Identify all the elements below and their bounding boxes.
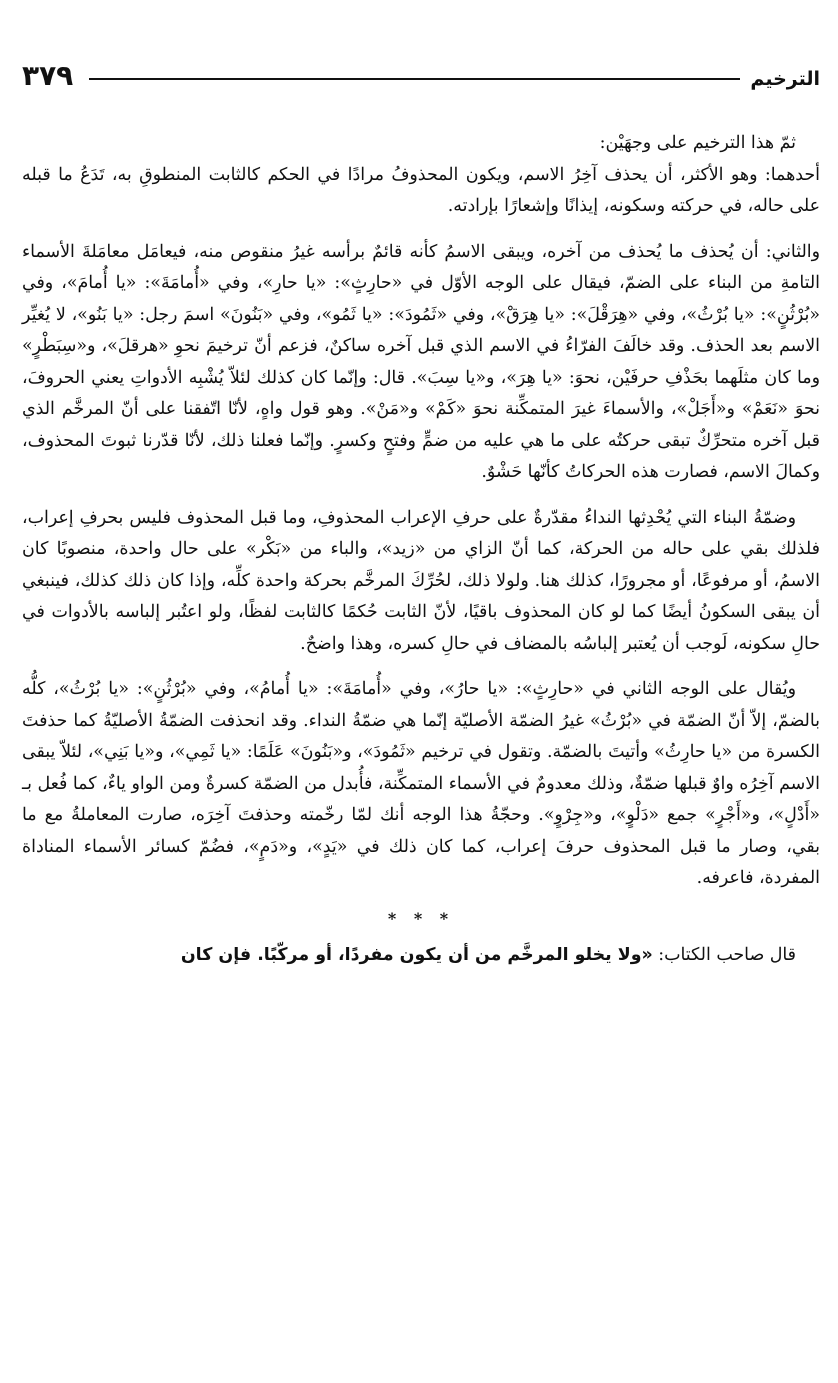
quote-text: «ولا يخلو المرخَّم من أن يكون مفردًا، أو مركّبًا. فإن كان bbox=[180, 944, 653, 965]
author-quote bbox=[22, 940, 820, 972]
header-rule bbox=[89, 78, 740, 80]
quote-prefix: قال صاحب الكتاب: bbox=[652, 944, 796, 965]
running-header bbox=[22, 50, 820, 90]
paragraph-second-way: والثاني: أن يُحذف ما يُحذف من آخره، ويبقى الاسمُ كأنه قائمٌ برأسه غيرُ منقوص منه، فيعامَل معامَلةَ الأسماء التامةِ من البناء على الضمّ، فيقال على الوجه الأوّل في «حارِثٍ»: «يا حارِ»، وفي «أُمامَةَ»: «يا أُمامَ»، وفي «بُرْثُنٍ»: «يا بُرْثُ»، وفي «هِرَقْلَ»: «يا هِرَقْ»، وفي «ثَمُودَ»: «يا ثَمُو»، وفي «بَنُونَ» اسمَ رجل: «يا بَنُو»، لا يُغيِّر الاسم بعد الحذف. وقد خالَفَ الفرّاءُ في الاسم الذي قبل آخره ساكنٌ، فزعم أنّ ترخيمَ نحوِ «هرقلَ»، و«سِبَطْرٍ» وما كان مثلَهما بحَذْفِ حرفَيْن، نحوَ: «يا هِرَ»، و«يا سِبَ». قال: وإنّما كان كذلك لئلاّ يُشْبِه الأدواتِ يعني الحروفَ، نحوَ «نَعَمْ» و«أَجَلْ»، والأسماءَ غيرَ المتمكِّنة نحوَ «كَمْ» و«مَنْ». وهو قول واهٍ، لأنّا اتّفقنا على أنّ المرخَّم الذي قبل آخره متحرِّكٌ تبقى حركتُه على ما هي عليه من ضمٍّ وفتحٍ وكسرٍ. وإنّما فعلنا ذلك، لأنّا قدّرنا ثبوتَ المحذوف، وكمالَ الاسم، فصارت هذه الحركاتُ كأنّها حَشْوٌ. bbox=[22, 241, 820, 482]
intro-line: ثمّ هذا الترخيم على وجهَيْن: bbox=[599, 133, 796, 153]
section-separator: * * * bbox=[387, 908, 455, 928]
paragraph-second-way-examples: ويُقال على الوجه الثاني في «حارِثٍ»: «يا حارُ»، وفي «أُمامَةَ»: «يا أُمامُ»، وفي «بُرْثُنٍ»: «يا بُرْثُ»، كلُّه بالضمّ، إلاّ أنّ الضمّة في «بُرْثُ» غيرُ الضمّة الأصليّة إنّما هي ضمّةُ النداء. وقد انحذفت الضمّةُ الأصليّةُ كما حذفتَ الكسرة من «يا حارِثُ» وأتيتَ بالضمّة. وتقول في ترخيم «ثَمُودَ»، و«بَنُونَ» عَلَمًا: «يا ثَمِي»، و«يا بَنِي»، لئلاّ يبقى الاسم آخِرُه واوٌ قبلها ضمّةٌ، وذلك معدومٌ في الأسماء المتمكِّنة، فأُبدل من الضمّة كسرةٌ ومن الواو ياءٌ، كما فُعل بـ «أَدْلٍ»، و«أَجْرٍ» جمع «دَلْوٍ»، و«جِرْوٍ». وحجّةُ هذا الوجه أنك لمّا رخّمته وحذفتَ آخِرَه، صارت المعاملةُ مع ما بقي، وصار ما قبل المحذوف حرفَ إعراب، كما كان ذلك في «يَدٍ»، و«دَمٍ»، فضُمّ كسائر الأسماء المناداة المفردة، فاعرفه. bbox=[22, 679, 820, 888]
paragraph-first-way: أحدهما: وهو الأكثر، أن يحذف آخِرُ الاسم، ويكون المحذوفُ مرادًا في الحكم كالثابت المنطوقِ به، تَدَعُ ما قبله على حاله، في حركته وسكونه، إيذانًا وإشعارًا بإرادته. bbox=[22, 164, 820, 216]
chapter-title: الترخيم bbox=[750, 68, 820, 90]
paragraph-nida-damma: وضمّةُ البناء التي يُحْدِثها النداءُ مقدّرةٌ على حرفِ الإعراب المحذوفِ، وما قبل المحذوف فليس بحرفِ إعراب، فلذلك بقي على حاله من الحركة، كما أنّ الزاي من «زيد»، والباء من «بَكْر» على حال واحدة، منصوبًا كان الاسمُ، أو مرفوعًا، أو مجرورًا، كذلك هنا. ولولا ذلك، لحُرِّكَ المرخَّم بحركة واحدة كلِّه، وإذا كان ذلك كذلك، فينبغي أن يبقى السكونُ أيضًا كما لو كان المحذوف باقيًا، لأنّ الثابت حُكمًا كالثابت لفظًا، ولو اعتُبر إلباسه بالأدوات في حالِ سكونه، لَوجب أن يُعتبر إلباسُه بالمضاف في حالِ كسره، وهذا واضحٌ. bbox=[22, 507, 820, 654]
page-number: ٣٧٩ bbox=[22, 59, 74, 92]
